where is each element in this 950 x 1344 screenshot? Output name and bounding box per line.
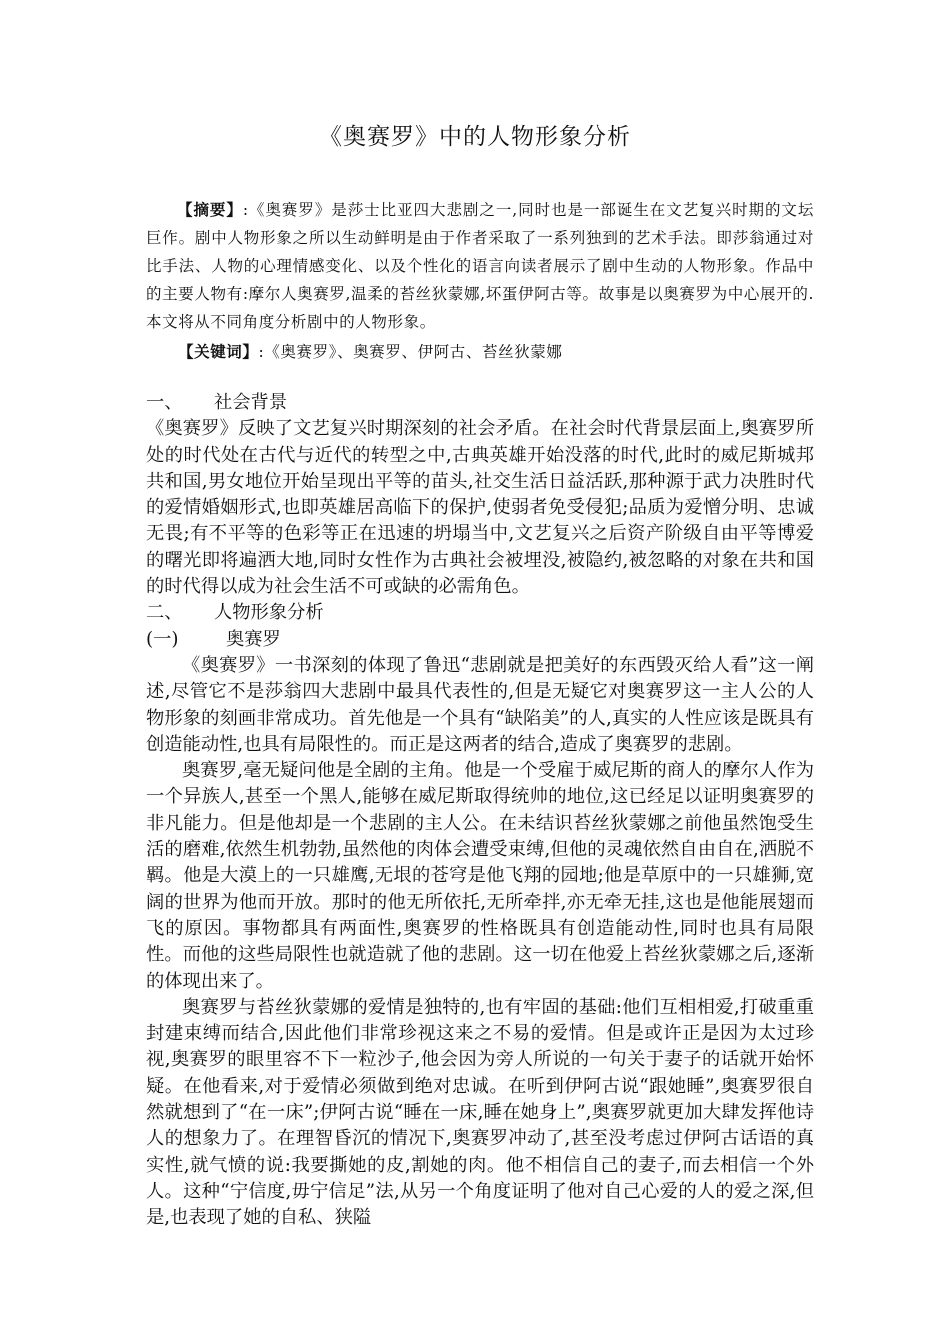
section-heading-1 [146, 390, 814, 416]
abstract-paragraph [146, 196, 814, 336]
section-title: 人物形象分析 [214, 602, 324, 624]
body-paragraph: 奥赛罗与苔丝狄蒙娜的爱情是独特的,也有牢固的基础:他们互相相爱,打破重重封建束缚而结合,因此他们非常珍视这来之不易的爱情。但是或许正是因为太过珍视,奥赛罗的眼里容不下一粒沙子,他会因为旁人所说的一句关于妻子的话就开始怀疑。在他看来,对于爱情必须做到绝对忠诚。在听到伊阿古说“跟她睡”,奥赛罗很自然就想到了“在一床”;伊阿古说“睡在一床,睡在她身上”,奥赛罗就更加大肆发挥他诗人的想象力了。在理智昏沉的情况下,奥赛罗冲动了,甚至没考虑过伊阿古话语的真实性,就气愤的说:我要撕她的皮,割她的肉。他不相信自己的妻子,而去相信一个外人。这种“宁信度,毋宁信足”法,从另一个角度证明了他对自己心爱的人的爱之深,但是,也表现了她的自私、狭隘 [146, 996, 814, 1229]
section-heading-2 [146, 600, 814, 626]
keywords-line [178, 340, 818, 362]
abstract-label: 【摘要】 [177, 201, 243, 219]
section-number: 一、 [146, 392, 183, 413]
body-paragraph: 《奥赛罗》反映了文艺复兴时期深刻的社会矛盾。在社会时代背景层面上,奥赛罗所处的时代处在古代与近代的转型之中,古典英雄开始没落的时代,此时的威尼斯城邦共和国,男女地位开始呈现出平等的苗头,社交生活日益活跃,那种源于武力决胜时代的爱情婚姻形式,也即英雄居高临下的保护,使弱者免受侵犯;品质为爱憎分明、忠诚无畏;有不平等的色彩等正在迅速的坍塌当中,文艺复兴之后资产阶级自由平等博爱的曙光即将遍洒大地,同时女性作为古典社会被埋没,被隐约,被忽略的对象在共和国的时代得以成为社会生活不可或缺的必需角色。 [146, 418, 814, 598]
body-paragraph: 奥赛罗,毫无疑问他是全剧的主角。他是一个受雇于威尼斯的商人的摩尔人作为一个异族人,甚至一个黑人,能够在威尼斯取得统帅的地位,这已经足以证明奥赛罗的非凡能力。但是他却是一个悲剧的主人公。在未结识苔丝狄蒙娜之前他虽然饱受生活的磨难,依然生机勃勃,虽然他的肉体会遭受束缚,但他的灵魂依然自由自在,洒脱不羁。他是大漠上的一只雄鹰,无垠的苍穹是他飞翔的园地;他是草原中的一只雄狮,宽阔的世界为他而开放。那时的他无所依托,无所牵拌,亦无牵无挂,这也是他能展翅而飞的原因。事物都具有两面性,奥赛罗的性格既具有创造能动性,同时也具有局限性。而他的这些局限性也就造就了他的悲剧。这一切在他爱上苔丝狄蒙娜之后,逐渐的体现出来了。 [146, 760, 814, 992]
section-number: 二、 [146, 602, 183, 624]
document-body [146, 390, 814, 1232]
keywords-label: 【关键词】 [178, 343, 259, 361]
document-title: 《奥赛罗》中的人物形象分析 [319, 124, 631, 150]
subsection-heading [146, 627, 814, 653]
section-title: 社会背景 [214, 392, 288, 413]
keywords-text: :《奥赛罗》、奥赛罗、伊阿古、苔丝狄蒙娜 [258, 343, 563, 361]
abstract-text: :《奥赛罗》是莎士比亚四大悲剧之一,同时也是一部诞生在文艺复兴时期的文坛巨作。剧中人物形象之所以生动鲜明是由于作者采取了一系列独到的艺术手法。即莎翁通过对比手法、人物的心理情感变化、以及个性化的语言向读者展示了剧中生动的人物形象。作品中的主要人物有:摩尔人奥赛罗,温柔的苔丝狄蒙娜,坏蛋伊阿古等。故事是以奥赛罗为中心展开的.本文将从不同角度分析剧中的人物形象。 [146, 201, 814, 331]
body-paragraph: 《奥赛罗》一书深刻的体现了鲁迅“悲剧就是把美好的东西毁灭给人看”这一阐述,尽管它不是莎翁四大悲剧中最具代表性的,但是无疑它对奥赛罗这一主人公的人物形象的刻画非常成功。首先他是一个具有“缺陷美”的人,真实的人性应该是既具有创造能动性,也具有局限性的。而正是这两者的结合,造成了奥赛罗的悲剧。 [146, 654, 814, 755]
subsection-title: 奥赛罗 [226, 628, 281, 650]
subsection-number: (一) [146, 628, 179, 650]
